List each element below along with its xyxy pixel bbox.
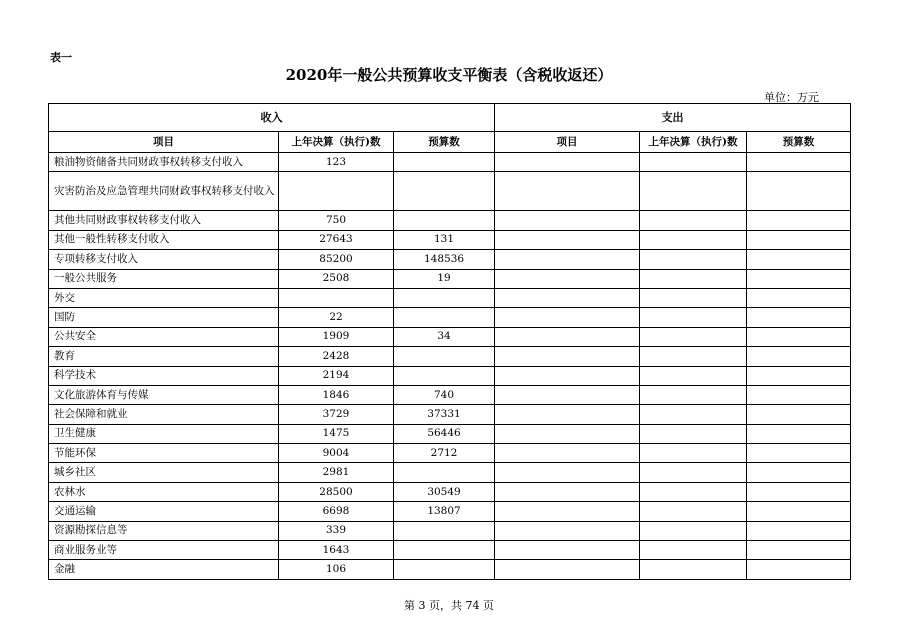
expense-budget-cell: [747, 172, 851, 211]
unit-label: 单位：万元: [764, 91, 819, 104]
income-item-cell: 社会保障和就业: [49, 405, 279, 424]
table-row: [49, 463, 851, 482]
table-row: [49, 482, 851, 501]
expense-prev-final-cell: [640, 250, 747, 269]
expense-prev-final-cell: [640, 444, 747, 463]
income-budget-cell: [394, 172, 495, 211]
expense-budget-cell: [747, 288, 851, 307]
table-row: [49, 308, 851, 327]
income-budget-cell: [394, 463, 495, 482]
income-prev-final-cell: [279, 288, 394, 307]
expense-prev-final-cell: [640, 230, 747, 249]
income-item-cell: 教育: [49, 347, 279, 366]
income-prev-final-cell: 28500: [279, 482, 394, 501]
income-item-cell: 外交: [49, 288, 279, 307]
expense-item-cell: [495, 521, 640, 540]
income-budget-cell: 56446: [394, 424, 495, 443]
table-row: [49, 327, 851, 346]
table-row: [49, 521, 851, 540]
income-item-cell: 交通运输: [49, 502, 279, 521]
expense-budget-cell: [747, 521, 851, 540]
expense-budget-cell: [747, 560, 851, 579]
expense-prev-final-cell: [640, 153, 747, 172]
expense-item-cell: [495, 444, 640, 463]
col-header-expense-budget: 预算数: [747, 132, 851, 153]
income-item-cell: 其他一般性转移支付收入: [49, 230, 279, 249]
expense-item-cell: [495, 347, 640, 366]
table-row: [49, 502, 851, 521]
income-item-cell: 商业服务业等: [49, 541, 279, 560]
income-budget-cell: [394, 211, 495, 230]
table-row: [49, 405, 851, 424]
table-row: [49, 560, 851, 579]
income-item-cell: 科学技术: [49, 366, 279, 385]
income-budget-cell: 19: [394, 269, 495, 288]
expense-item-cell: [495, 385, 640, 404]
expense-item-cell: [495, 153, 640, 172]
income-budget-cell: [394, 560, 495, 579]
income-item-cell: 专项转移支付收入: [49, 250, 279, 269]
table-row: [49, 250, 851, 269]
expense-prev-final-cell: [640, 366, 747, 385]
income-budget-cell: 740: [394, 385, 495, 404]
page-footer: 第 3 页，共 74 页: [404, 599, 494, 612]
income-prev-final-cell: 2194: [279, 366, 394, 385]
expense-budget-cell: [747, 230, 851, 249]
expense-budget-cell: [747, 211, 851, 230]
income-prev-final-cell: 22: [279, 308, 394, 327]
table-row: [49, 366, 851, 385]
expense-item-cell: [495, 463, 640, 482]
col-header-expense-item: 项目: [495, 132, 640, 153]
expense-budget-cell: [747, 366, 851, 385]
expense-section-header: 支出: [495, 104, 851, 132]
income-item-cell: 灾害防治及应急管理共同财政事权转移支付收入: [49, 172, 279, 211]
income-budget-cell: 2712: [394, 444, 495, 463]
document-title: 2020年一般公共预算收支平衡表（含税收返还）: [285, 66, 613, 84]
expense-prev-final-cell: [640, 405, 747, 424]
income-prev-final-cell: 3729: [279, 405, 394, 424]
expense-prev-final-cell: [640, 502, 747, 521]
expense-prev-final-cell: [640, 269, 747, 288]
expense-budget-cell: [747, 424, 851, 443]
expense-prev-final-cell: [640, 541, 747, 560]
expense-item-cell: [495, 560, 640, 579]
income-item-cell: 卫生健康: [49, 424, 279, 443]
table-row: [49, 153, 851, 172]
budget-table: [48, 103, 851, 580]
income-budget-cell: 34: [394, 327, 495, 346]
expense-budget-cell: [747, 250, 851, 269]
expense-prev-final-cell: [640, 288, 747, 307]
col-header-item: 项目: [49, 132, 279, 153]
expense-item-cell: [495, 172, 640, 211]
income-prev-final-cell: 339: [279, 521, 394, 540]
expense-prev-final-cell: [640, 211, 747, 230]
income-budget-cell: 131: [394, 230, 495, 249]
income-prev-final-cell: 2981: [279, 463, 394, 482]
expense-budget-cell: [747, 541, 851, 560]
expense-prev-final-cell: [640, 327, 747, 346]
income-prev-final-cell: 123: [279, 153, 394, 172]
income-prev-final-cell: 106: [279, 560, 394, 579]
income-item-cell: 城乡社区: [49, 463, 279, 482]
income-item-cell: 国防: [49, 308, 279, 327]
expense-budget-cell: [747, 482, 851, 501]
income-item-cell: 节能环保: [49, 444, 279, 463]
income-item-cell: 农林水: [49, 482, 279, 501]
expense-budget-cell: [747, 502, 851, 521]
income-item-cell: 一般公共服务: [49, 269, 279, 288]
income-prev-final-cell: 9004: [279, 444, 394, 463]
income-prev-final-cell: [279, 172, 394, 211]
expense-prev-final-cell: [640, 482, 747, 501]
income-prev-final-cell: 27643: [279, 230, 394, 249]
expense-item-cell: [495, 366, 640, 385]
income-prev-final-cell: 1475: [279, 424, 394, 443]
income-item-cell: 粮油物资储备共同财政事权转移支付收入: [49, 153, 279, 172]
income-budget-cell: 37331: [394, 405, 495, 424]
expense-budget-cell: [747, 308, 851, 327]
income-budget-cell: [394, 541, 495, 560]
expense-item-cell: [495, 308, 640, 327]
expense-prev-final-cell: [640, 172, 747, 211]
section-header-row: [49, 104, 851, 132]
table-row: [49, 385, 851, 404]
expense-prev-final-cell: [640, 463, 747, 482]
income-budget-cell: [394, 521, 495, 540]
table-row: [49, 424, 851, 443]
income-item-cell: 其他共同财政事权转移支付收入: [49, 211, 279, 230]
income-budget-cell: [394, 308, 495, 327]
expense-item-cell: [495, 269, 640, 288]
expense-budget-cell: [747, 405, 851, 424]
income-budget-cell: [394, 347, 495, 366]
expense-item-cell: [495, 541, 640, 560]
expense-item-cell: [495, 327, 640, 346]
income-budget-cell: [394, 153, 495, 172]
income-budget-cell: [394, 288, 495, 307]
income-budget-cell: 148536: [394, 250, 495, 269]
income-item-cell: 公共安全: [49, 327, 279, 346]
table-row: [49, 444, 851, 463]
expense-item-cell: [495, 482, 640, 501]
column-header-row: [49, 132, 851, 153]
income-item-cell: 金融: [49, 560, 279, 579]
expense-item-cell: [495, 211, 640, 230]
expense-item-cell: [495, 424, 640, 443]
expense-item-cell: [495, 502, 640, 521]
income-prev-final-cell: 6698: [279, 502, 394, 521]
expense-prev-final-cell: [640, 385, 747, 404]
expense-budget-cell: [747, 463, 851, 482]
income-section-header: 收入: [49, 104, 495, 132]
table-row: [49, 172, 851, 211]
income-prev-final-cell: 2508: [279, 269, 394, 288]
col-header-prev-final: 上年决算（执行)数: [279, 132, 394, 153]
expense-budget-cell: [747, 347, 851, 366]
expense-item-cell: [495, 230, 640, 249]
expense-prev-final-cell: [640, 560, 747, 579]
income-item-cell: 资源勘探信息等: [49, 521, 279, 540]
expense-budget-cell: [747, 327, 851, 346]
expense-item-cell: [495, 405, 640, 424]
col-header-expense-prev-final: 上年决算（执行)数: [640, 132, 747, 153]
income-budget-cell: 30549: [394, 482, 495, 501]
table-row: [49, 211, 851, 230]
table-row: [49, 288, 851, 307]
table-row: [49, 269, 851, 288]
table-row: [49, 541, 851, 560]
expense-budget-cell: [747, 385, 851, 404]
expense-item-cell: [495, 288, 640, 307]
expense-prev-final-cell: [640, 521, 747, 540]
income-prev-final-cell: 1846: [279, 385, 394, 404]
expense-budget-cell: [747, 153, 851, 172]
income-prev-final-cell: 85200: [279, 250, 394, 269]
expense-prev-final-cell: [640, 347, 747, 366]
expense-item-cell: [495, 250, 640, 269]
expense-prev-final-cell: [640, 308, 747, 327]
income-prev-final-cell: 2428: [279, 347, 394, 366]
table-number-label: 表一: [50, 51, 72, 64]
income-budget-cell: [394, 366, 495, 385]
expense-budget-cell: [747, 269, 851, 288]
expense-prev-final-cell: [640, 424, 747, 443]
col-header-budget: 预算数: [394, 132, 495, 153]
table-row: [49, 230, 851, 249]
table-row: [49, 347, 851, 366]
income-budget-cell: 13807: [394, 502, 495, 521]
income-prev-final-cell: 750: [279, 211, 394, 230]
income-prev-final-cell: 1643: [279, 541, 394, 560]
income-item-cell: 文化旅游体育与传媒: [49, 385, 279, 404]
expense-budget-cell: [747, 444, 851, 463]
income-prev-final-cell: 1909: [279, 327, 394, 346]
